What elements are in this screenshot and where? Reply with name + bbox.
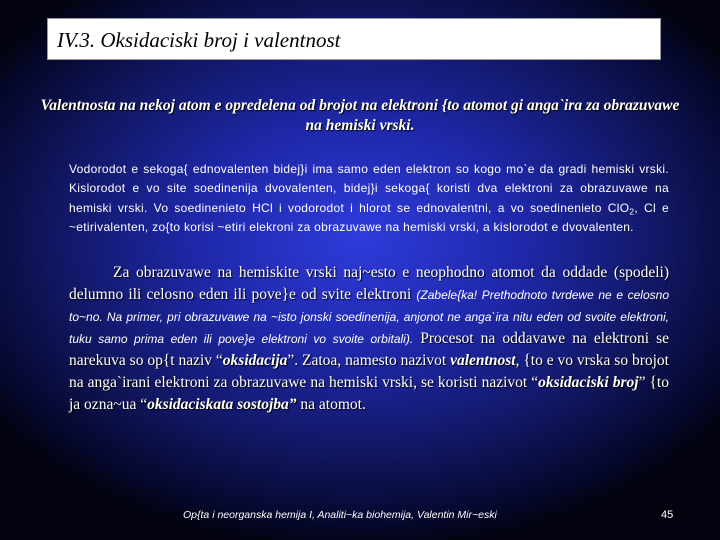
para2-text-b: Procesot na oddavawe na elektroni se narekuva so op{t naziv “ xyxy=(69,330,669,369)
para2-text-e: ” {to ja ozna~ua “ xyxy=(69,374,669,413)
title-box xyxy=(47,18,661,60)
para2-note: (Zabele{ka! Prethodnoto tvrdewe ne e celosno to~no. Na primer, pri obrazuvawe na ~isto jonski soedinenija, anjonot ne anga`ira nitu eden od svoite elektroni, tuku samo prima eden ili pove}e elektroni vo svoite orbitali). xyxy=(69,288,669,346)
slide-footer: Op{ta i neorganska hemija I, Analiti~ka biohemija, Valentin Mir~eski xyxy=(183,509,497,521)
term-oksidaciska-sostojba: oksidaciskata sostojba” xyxy=(147,396,297,413)
term-oksidacija: oksidacija xyxy=(222,352,288,369)
para2-text-d: , {to e vo vrska so brojot na anga`irani elektroni za obrazuvawe na hemiski vrski, se koristi nazivot “ xyxy=(69,352,669,391)
para2-text-f: na atomot. xyxy=(296,396,366,413)
page-number: 45 xyxy=(661,509,674,521)
para2-text-a: Za obrazuvawe na hemiskite vrski naj~esto e neophodno atomot da oddade (spodeli) delumno ili celosno eden ili pove}e od svite elektroni xyxy=(69,264,669,303)
para2-text-c: ”. Zatoa, namesto nazivot xyxy=(287,352,451,369)
slide-subtitle: Valentnosta na nekoj atom e opredelena od brojot na elektroni {to atomot gi anga`ira za obrazuvawe na hemiski vrski. xyxy=(40,97,680,134)
term-valentnost: valentnost xyxy=(450,352,516,369)
term-oksidaciski-broj: oksidaciski broj xyxy=(538,374,639,391)
para1-subscript: 2 xyxy=(629,206,635,217)
slide-title: IV.3. Oksidaciski broj i valentnost xyxy=(57,28,341,52)
para1-text-b: , Cl e ~etirivalenten, zo{to korisi ~etiri elekroni za obrazuvawe na hemiski vrski, a kislorodot e dvovalenten. xyxy=(69,200,669,235)
paragraph-valence-examples xyxy=(69,160,669,238)
para1-text-a: Vodorodot e sekoga{ ednovalenten bidej}i ima samo eden elektron so kogo mo`e da gradi hemiski vrski. Kislorodot e vo site soedinenija dvovalenten, bidej}i sekoga{ koristi dva elektroni za obrazuvawe na hemiski vrski. Vo soedinenieto HCl i vodorodot i hlorot se ednovalentni, a vo soedinenieto ClO xyxy=(69,162,669,215)
paragraph-oxidation xyxy=(69,262,669,416)
